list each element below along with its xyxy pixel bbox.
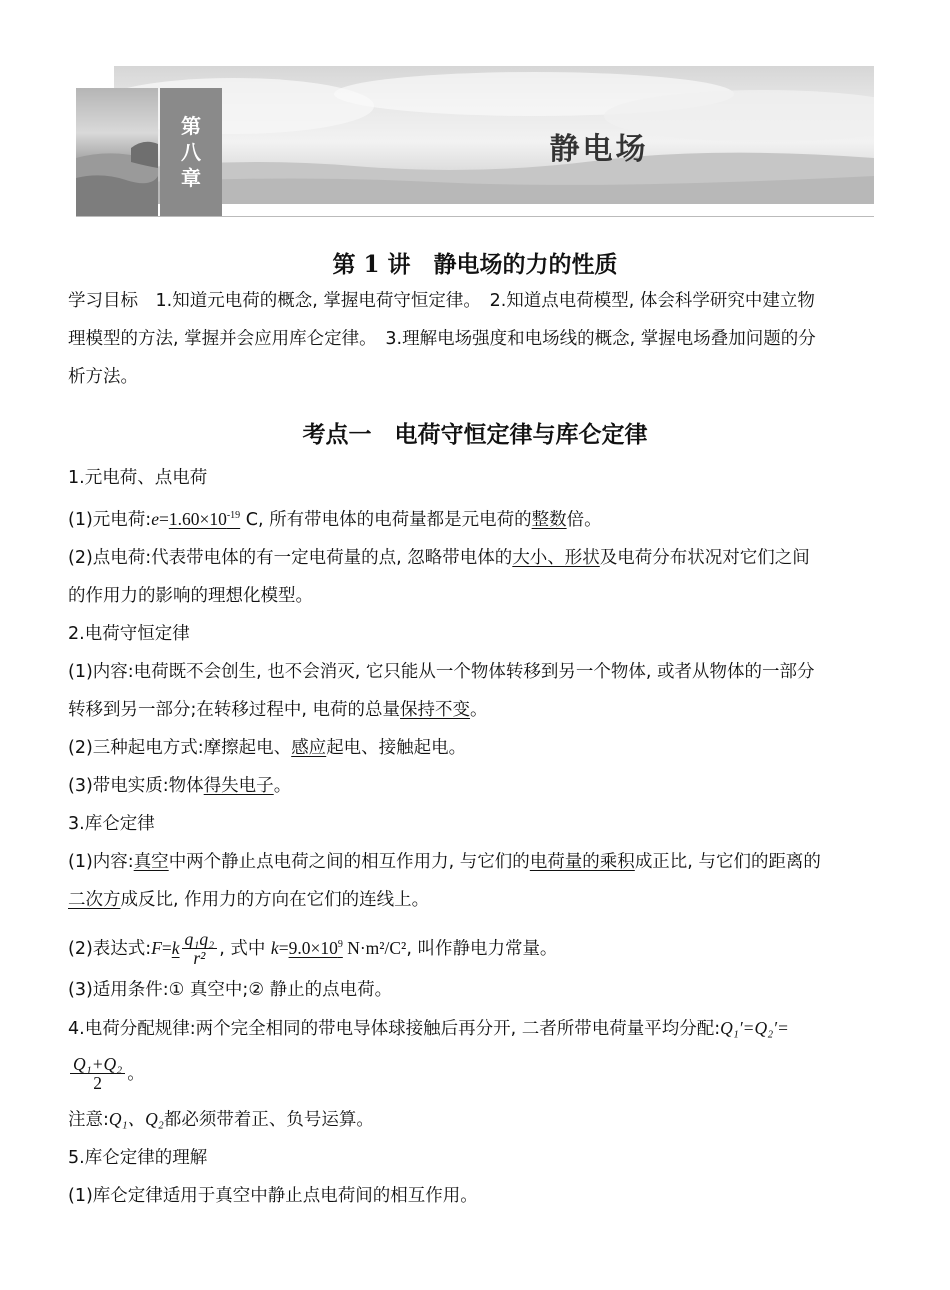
underlined-term: 保持不变	[400, 699, 471, 720]
text: 。	[273, 775, 292, 796]
paragraph-conservation-cont	[68, 691, 882, 729]
exponent: -19	[226, 510, 241, 521]
paragraph-elementary-charge	[68, 497, 882, 539]
denominator: 2	[93, 1073, 102, 1094]
subheading-4	[68, 1009, 882, 1048]
paragraph-coulomb-formula	[68, 919, 882, 971]
paragraph-conditions: (3)适用条件:① 真空中;② 静止的点电荷。	[68, 979, 393, 1000]
value: 1.60×10	[168, 508, 227, 529]
paragraph-distribution-formula	[68, 1048, 882, 1100]
underlined-term: 真空	[133, 851, 169, 872]
underlined-term: 大小、形状	[512, 547, 600, 568]
var-F: F	[151, 937, 162, 958]
paragraph-conservation: (1)内容:电荷既不会创生, 也不会消灭, 它只能从一个物体转移到另一个物体, 或者从物体的一部分	[68, 661, 815, 682]
chapter-banner	[76, 66, 874, 218]
chapter-char-2: 八	[181, 140, 201, 164]
numerator: Q₁+Q₂	[70, 1055, 125, 1074]
text: 起电、接触起电。	[326, 737, 467, 758]
text: , 叫作静电力常量。	[406, 938, 558, 959]
text: 都必须带着正、负号运算。	[163, 1109, 374, 1130]
subheading-2: 2.电荷守恒定律	[68, 623, 190, 644]
eq-sign: =	[158, 508, 169, 529]
banner-divider	[76, 216, 874, 217]
section-heading: 考点一 电荷守恒定律与库仑定律	[302, 421, 648, 448]
var-k-underlined: k	[171, 937, 180, 958]
document-body	[68, 282, 882, 1215]
paragraph-coulomb-content	[68, 843, 882, 881]
underlined-term: 电荷量的乘积	[529, 851, 635, 872]
eq-sign: =	[161, 937, 172, 958]
paragraph-note	[68, 1100, 882, 1139]
text: (2)三种起电方式:摩擦起电、	[68, 737, 292, 758]
chapter-title: 静电场	[549, 132, 649, 167]
charges: Q₁、Q₂	[108, 1108, 164, 1129]
text: 倍。	[566, 509, 602, 530]
goals-line-2: 理模型的方法, 掌握并会应用库仑定律。 3.理解电场强度和电场线的概念, 掌握电场叠加问题的分	[68, 329, 816, 349]
text: 中两个静止点电荷之间的相互作用力, 与它们的	[168, 851, 530, 872]
formula: Q₁′=Q₂′=	[720, 1017, 789, 1038]
text: (3)带电实质:物体	[68, 775, 204, 796]
fraction	[182, 930, 218, 967]
text: 4.电荷分配规律:两个完全相同的带电导体球接触后再分开, 二者所带电荷量平均分配:	[68, 1018, 721, 1039]
denominator: r²	[193, 948, 206, 969]
paragraph-point-charge-cont: 的作用力的影响的理想化模型。	[68, 585, 313, 606]
learning-goals	[68, 282, 882, 320]
subheading-3: 3.库仑定律	[68, 813, 155, 834]
goals-label: 学习目标	[68, 291, 138, 311]
value: 9.0×10	[288, 937, 338, 958]
var-e: e	[151, 508, 159, 529]
subheading-1: 1.元电荷、点电荷	[68, 468, 208, 488]
paragraph-charging-essence	[68, 767, 882, 805]
exponent: 9	[337, 938, 343, 950]
unit: N·m²/C²	[342, 937, 407, 958]
goals-line-3: 析方法。	[68, 367, 138, 387]
subheading-5: 5.库仑定律的理解	[68, 1147, 208, 1168]
paragraph-point-charge	[68, 539, 882, 577]
text: (2)点电荷:代表带电体的有一定电荷量的点, 忽略带电体的	[68, 547, 513, 568]
text: 。	[127, 1063, 145, 1084]
text: (1)内容:	[68, 851, 134, 872]
text: 注意:	[68, 1109, 109, 1130]
underlined-term: 整数	[531, 509, 567, 530]
chapter-number-tab	[160, 88, 222, 216]
banner-background-image	[114, 66, 874, 204]
paragraph-charging-methods	[68, 729, 882, 767]
lesson-title: 第 1 讲 静电场的力的性质	[332, 251, 618, 278]
goals-line-1: 1.知道元电荷的概念, 掌握电荷守恒定律。 2.知道点电荷模型, 体会科学研究中建立物	[138, 291, 815, 311]
text: C, 所有带电体的电荷量都是元电荷的	[240, 509, 532, 530]
underlined-value	[289, 938, 343, 958]
text: 成正比, 与它们的距离的	[634, 851, 821, 872]
coast-photo	[76, 88, 158, 216]
text: 成反比, 作用力的方向在它们的连线上。	[120, 889, 430, 910]
numerator: q₁q₂	[182, 930, 218, 949]
text: (1)元电荷:	[68, 509, 152, 530]
chapter-char-3: 章	[181, 166, 201, 190]
chapter-char-1: 第	[181, 114, 201, 138]
eq-sign: =	[278, 937, 289, 958]
var-k: k	[270, 937, 279, 958]
paragraph-coulomb-content-cont	[68, 881, 882, 919]
text: 转移到另一部分;在转移过程中, 电荷的总量	[68, 699, 401, 720]
fraction	[70, 1055, 125, 1092]
text: , 式中	[219, 938, 271, 959]
paragraph-coulomb-scope: (1)库仑定律适用于真空中静止点电荷间的相互作用。	[68, 1185, 478, 1206]
underlined-term: 得失电子	[203, 775, 274, 796]
underlined-term: 感应	[291, 737, 327, 758]
underlined-term: 二次方	[68, 889, 121, 910]
underlined-value	[169, 509, 240, 529]
text: 。	[470, 699, 488, 720]
text: (2)表达式:	[68, 938, 152, 959]
text: 及电荷分布状况对它们之间	[599, 547, 810, 568]
